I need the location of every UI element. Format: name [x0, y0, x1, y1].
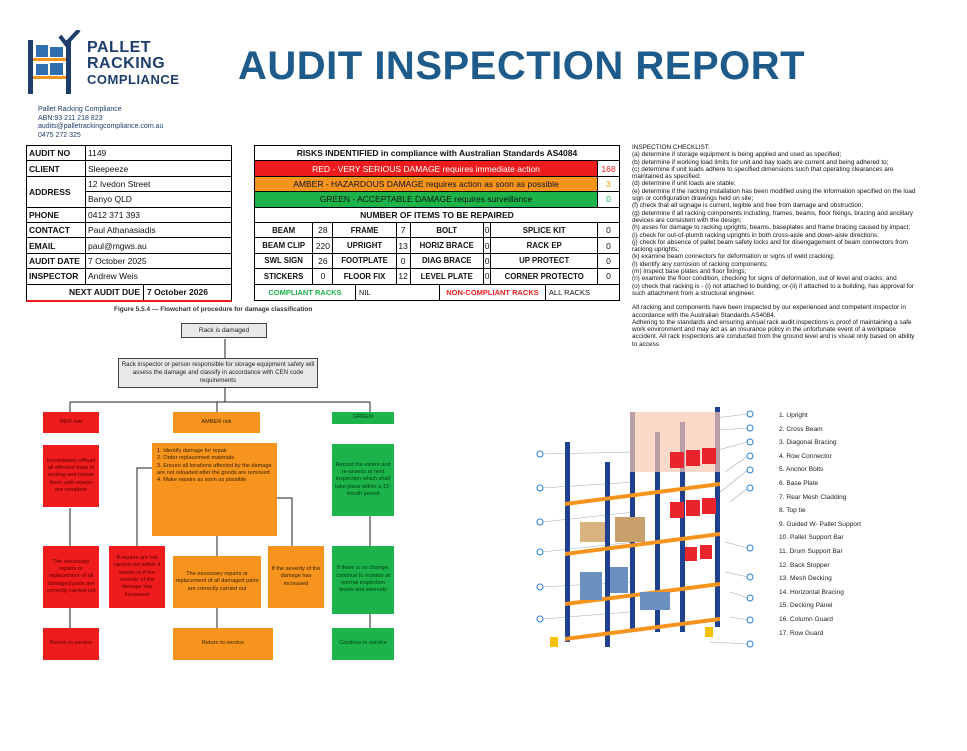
client: Sleepeeze: [86, 161, 232, 176]
green-risk-head: GREEN: [332, 412, 394, 424]
logo-line2: RACKING: [87, 55, 166, 72]
repair-item-count: 0: [483, 222, 491, 237]
audit-date: 7 October 2025: [86, 253, 232, 268]
legend-item: 14. Horizontal Bracing: [779, 588, 844, 596]
checklist-line: (b) determine if working load limits for unit and bay loads are current and being adhered to;: [632, 158, 889, 166]
repair-item-label: FOOTPLATE: [333, 253, 396, 268]
legend-item: 9. Guided W- Pallet Support: [779, 520, 861, 528]
risks-heading: RISKS INDENTIFIED in compliance with Australian Standards AS4084: [255, 146, 620, 161]
company-name: Pallet Racking Compliance: [38, 106, 122, 113]
checklist-line: such attachment from a structural engineer.: [632, 289, 755, 297]
checklist-line: (e) determine if the racking installation has been modified using the information specified on the load: [632, 187, 916, 195]
checklist-line: (n) examine the floor condition, checking for signs of deformation, out of level and cracks; and: [632, 275, 897, 283]
checklist-line: (l) identify any corrosion of racking components;: [632, 260, 768, 268]
phone: 0412 371 393: [86, 207, 232, 222]
label: CONTACT: [27, 222, 86, 237]
label: CLIENT: [27, 161, 86, 176]
repair-item-count: 28: [313, 222, 333, 237]
checklist-line: (c) determine if unit loads adhere to specified dimensions such that operating clearances are: [632, 165, 894, 173]
legend-item: 11. Drum Support Bar: [779, 547, 843, 555]
repair-item-count: 26: [313, 253, 333, 268]
red-action-box: Immediately offload all affected bays of racking and isolate them until repairs are complete: [43, 445, 99, 507]
label: INSPECTOR: [27, 269, 86, 284]
checklist-line: (d) determine if unit loads are stable;: [632, 180, 736, 188]
email: paul@mgws.au: [86, 238, 232, 253]
checklist-line: (j) check for absence of pallet beam safety locks and for disengagement of beam connectors from: [632, 238, 909, 246]
red-offload-box: If repairs are not carried out within 4 weeks or if the severity of the damage has increased: [109, 546, 165, 608]
company-phone: 0475 272 325: [38, 131, 81, 139]
audit-number: 1149: [86, 146, 232, 161]
red-repair-box: The necessary repairs or replacement of all damaged parts are correctly carried out: [43, 546, 99, 608]
repair-row: [255, 269, 620, 284]
next-audit-row: [26, 284, 232, 302]
repair-item-count: 0: [483, 238, 491, 253]
amber-severity-box: If the severity of the damage has increased: [268, 546, 324, 608]
repair-item-count: 0: [598, 238, 620, 253]
green-risk-label: GREEN - ACCEPTABLE DAMAGE requires surveillance: [255, 192, 598, 207]
red-return-box: Return to service: [43, 628, 99, 660]
repair-row: [255, 253, 620, 268]
legend-item: 15. Decking Panel: [779, 602, 833, 610]
legend-item: 17. Row Guard: [779, 629, 824, 637]
flowchart-caption: Figure 5.5.4 — Flowchart of procedure for damage classification: [114, 306, 313, 313]
amber-return-box: Return to service: [173, 628, 273, 660]
repair-item-label: RACK EP: [491, 238, 598, 253]
repair-item-count: 220: [313, 238, 333, 253]
checklist-line: maintained as specified;: [632, 173, 701, 181]
repair-item-label: SPLICE KIT: [491, 222, 598, 237]
repair-item-count: 7: [396, 222, 410, 237]
amber-risk-head: AMBER risk: [173, 412, 260, 433]
repair-item-label: SWL SIGN: [255, 253, 313, 268]
legend-item: 3. Diagonal Bracing: [779, 439, 837, 447]
repair-item-count: 0: [313, 269, 333, 284]
checklist-line: racking uprights;: [632, 246, 679, 254]
repair-item-label: FLOOR FIX: [333, 269, 396, 284]
repair-item-count: 0: [598, 269, 620, 284]
company-details: [38, 106, 163, 140]
checklist-line: work environment and may act as an insurance policy in the unfortunate event of a workplace: [632, 326, 896, 334]
risks-table: [254, 145, 620, 285]
checklist-line: (g) determine if all racking components including, frames, beams, floor fixings, bracing and ancillary: [632, 209, 913, 217]
repair-item-count: 0: [483, 269, 491, 284]
label: EMAIL: [27, 238, 86, 253]
checklist-line: (o) check that racking is - (i) not attached to building; or-(ii) if attached to a building, has approval for: [632, 282, 915, 290]
red-risk-label: RED - VERY SERIOUS DAMAGE requires immediate action: [255, 161, 598, 176]
label: AUDIT NO: [27, 146, 86, 161]
repair-item-count: 0: [598, 253, 620, 268]
repair-item-label: HORIZ BRACE: [410, 238, 483, 253]
noncompliant-value: ALL RACKS: [545, 284, 590, 300]
repair-item-label: BOLT: [410, 222, 483, 237]
amber-repair-box: The necessary repairs or replacement of all damaged parts are correctly carried out: [173, 556, 261, 608]
company-logo: [26, 30, 81, 96]
assess-box: Rack inspector or person responsible for storage equipment safety will assess the damage and classify in accordance with CEN code requirements: [118, 358, 318, 388]
legend-item: 13. Mesh Decking: [779, 575, 832, 583]
amber-action-box: 1. Identify damage for repair 2. Order replacement materials 3. Ensure all locations affected by the damage are not reloaded after the goods are removed 4. Make repairs as soon as possible: [152, 443, 277, 536]
checklist-line: sign or configuration drawings held on site;: [632, 195, 754, 203]
label: NEXT AUDIT DUE: [69, 287, 140, 297]
logo-line1: PALLET: [87, 39, 152, 56]
compliant-value: NIL: [355, 284, 439, 300]
component-legend: [779, 409, 861, 640]
red-risk-count: 168: [598, 161, 620, 176]
checklist-line: devices are consistent with the design;: [632, 216, 742, 224]
repair-item-count: 12: [396, 269, 410, 284]
report-title: AUDIT INSPECTION REPORT: [238, 44, 806, 88]
checklist-line: (i) check for out-of-plumb racking uprights in both cross-aisle and down-aisle directions;: [632, 231, 879, 239]
green-action-box: Record the extent and re-assess at next inspection which shall take place within a 12-month period: [332, 444, 394, 516]
legend-item: 7. Rear Mesh Cladding: [779, 493, 847, 501]
legend-item: 2. Cross Beam: [779, 425, 823, 433]
amber-risk-count: 3: [598, 176, 620, 191]
repair-row: [255, 238, 620, 253]
legend-item: 6. Base Plate: [779, 479, 819, 487]
checklist-line: (a) determine if storage equipment is being applied and used as specified;: [632, 151, 842, 159]
amber-risk-label: AMBER - HAZARDOUS DAMAGE requires action as soon as possible: [255, 176, 598, 191]
legend-item: 4. Row Connector: [779, 452, 832, 460]
repair-item-label: UPRIGHT: [333, 238, 396, 253]
checklist-line: (h) asses for damage to racking uprights, beams, baseplates and frame bracing caused by impact;: [632, 224, 911, 232]
repair-item-label: FRAME: [333, 222, 396, 237]
racking-illustration: [520, 402, 755, 652]
label: ADDRESS: [27, 176, 86, 207]
repair-item-label: BEAM CLIP: [255, 238, 313, 253]
company-abn: ABN:93 211 218 823: [38, 114, 103, 122]
checklist-line: [632, 297, 937, 304]
address-line1: 12 Ivedon Street: [86, 176, 232, 191]
legend-item: 1. Upright: [779, 412, 808, 419]
noncompliant-label: NON-COMPLIANT RACKS: [439, 284, 545, 300]
checklist-line: accident. All rack inspections are conducted from the ground level and is visual only based on ability: [632, 333, 915, 341]
inspection-checklist: [632, 144, 937, 348]
repair-item-label: CORNER PROTECTO: [491, 269, 598, 284]
checklist-line: (f) check that all signage is current, legible and free from damage and obstruction;: [632, 202, 864, 210]
next-audit-date: 7 October 2026: [143, 284, 208, 300]
logo-line3: COMPLIANCE: [87, 72, 180, 87]
legend-item: 12. Back Stopper: [779, 561, 830, 569]
repair-row: [255, 222, 620, 237]
audit-info-table: [26, 145, 232, 285]
repair-item-count: 0: [483, 253, 491, 268]
checklist-line: All racking and components have been inspected by our experienced and competent inspector in: [632, 304, 906, 312]
checklist-line: (k) examine beam connectors for deformation or signs of weld cracking;: [632, 253, 835, 261]
green-risk-count: 0: [598, 192, 620, 207]
legend-item: 8. Top tie: [779, 507, 806, 515]
repair-item-count: 13: [396, 238, 410, 253]
repair-item-label: UP PROTECT: [491, 253, 598, 268]
legend-item: 5. Anchor Bolts: [779, 466, 824, 474]
repair-item-label: STICKERS: [255, 269, 313, 284]
compliance-row: [254, 284, 620, 301]
green-nochange-box: If there is no change, continue to monitor at normal inspection levels and intervals: [332, 546, 394, 614]
company-email: audits@palletrackingcompliance.com.au: [38, 123, 164, 130]
label: AUDIT DATE: [27, 253, 86, 268]
repair-item-count: 0: [598, 222, 620, 237]
label: PHONE: [27, 207, 86, 222]
repair-heading: NUMBER OF ITEMS TO BE REPAIRED: [255, 207, 620, 222]
rack-damaged-box: Rack is damaged: [181, 323, 267, 338]
checklist-line: INSPECTION CHECKLIST:: [632, 144, 710, 151]
repair-item-label: BEAM: [255, 222, 313, 237]
legend-item: 10. Pallet Support Bar: [779, 534, 844, 542]
legend-item: 16. Column Guard: [779, 615, 833, 623]
checklist-line: (m) inspect base plates and floor fixings;: [632, 268, 747, 276]
checklist-line: to access: [632, 340, 659, 348]
compliant-label: COMPLIANT RACKS: [268, 287, 342, 297]
red-risk-head: RED risk: [43, 412, 99, 433]
green-continue-box: Continue in service: [332, 628, 394, 660]
address-line2: Banyo QLD: [86, 192, 232, 207]
repair-item-label: LEVEL PLATE: [410, 269, 483, 284]
repair-item-count: 0: [396, 253, 410, 268]
contact: Paul Athanasiadis: [86, 222, 232, 237]
repair-item-label: DIAG BRACE: [410, 253, 483, 268]
checklist-line: Adhering to the standards and ensuring annual rack audit inspections is proof of maintaining a safe: [632, 318, 912, 326]
inspector: Andrew Weis: [86, 269, 232, 284]
checklist-line: accordance with the Australian Standards AS4084.: [632, 311, 776, 319]
